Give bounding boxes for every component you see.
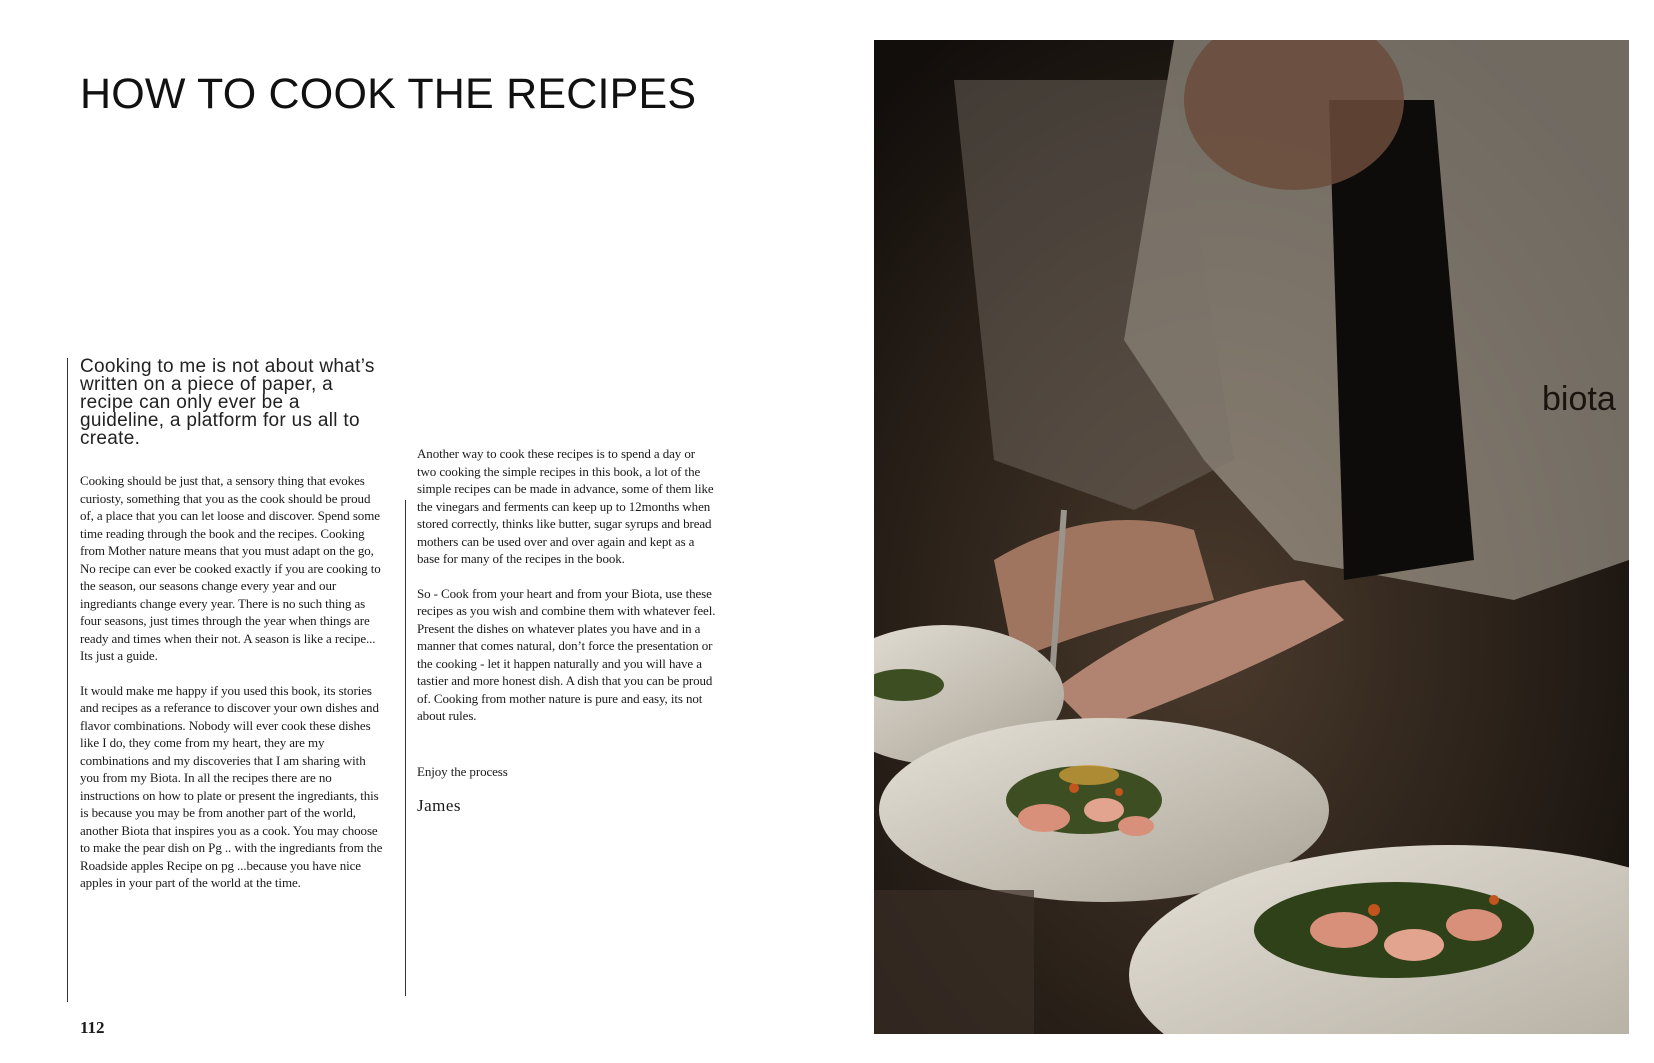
middle-column: [417, 445, 717, 815]
middle-paragraph-2: So - Cook from your heart and from your Biota, use these recipes as you wish and combine them with whatever feel. Present the dishes on whatever plates you have and in a manner that comes natural, don’t force the presentation or the cooking - let it happen naturally and you will have a tastier and more honest dish. A dish that you can be proud of. Cooking from mother nature is pure and easy, its not about rules.: [417, 585, 716, 723]
apron-logo: biota: [1542, 380, 1616, 418]
chef-plating-illustration: [874, 40, 1629, 1034]
left-column-rule: [67, 358, 68, 1002]
counter: [874, 890, 1034, 1034]
left-paragraph-2: It would make me happy if you used this book, its stories and recipes as a referance to discover your own dishes and flavor combinations. Nobody will ever cook these dishes like I do, they come from my heart, they are my combinations and my discoveries that I am sharing with you from my Biota. In all the recipes there are no instructions on how to plate or present the ingrediants, this is because you may be from another part of the world, another Biota that inspires you as a cook. You may choose to make the pear dish on Pg .. with the ingrediants from the Roadside apples Recipe on pg ...because you have nice apples in your part of the world at the time.: [80, 682, 383, 890]
lead-quote: Cooking to me is not about what’s written on a piece of paper, a recipe can only ever be a guideline, a platform for us all to create.: [80, 356, 375, 449]
left-column: [80, 358, 385, 909]
left-paragraph-1: Cooking should be just that, a sensory thing that evokes curiosty, something that you as the cook should be proud of, a place that you can let loose and discover. Spend some time reading through the book and the recipes. Cooking from Mother nature means that you must adapt on the go, No recipe can ever be cooked exactly if you are cooking to the season, our seasons change every year and our ingrediants change every year. There is no such thing as four seasons, just times through the year when things are ready and times when their not. A season is like a recipe... Its just a guide.: [80, 473, 381, 663]
signature: James: [417, 796, 462, 815]
middle-column-rule: [405, 500, 406, 996]
page-title: HOW TO COOK THE RECIPES: [80, 70, 697, 118]
middle-paragraph-1: Another way to cook these recipes is to spend a day or two cooking the simple recipes in this book, a lot of the simple recipes can be made in advance, some of them like the vinegars and ferments can keep up to 12months when stored correctly, thinks like butter, sugar syrups and bread mothers can be used over and over again and kept as a base for many of the recipes in the book.: [417, 446, 714, 566]
front-dish: [1254, 882, 1534, 978]
chef-plating-photo: [874, 40, 1629, 1034]
closing-line: Enjoy the process: [417, 763, 508, 779]
page-number: 112: [80, 1018, 105, 1037]
